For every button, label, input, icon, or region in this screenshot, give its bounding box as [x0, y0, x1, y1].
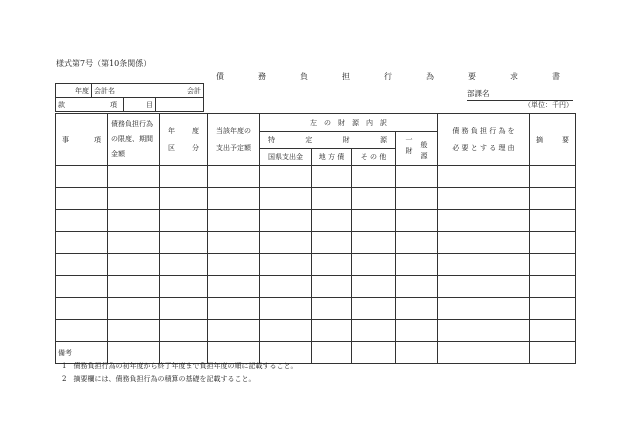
table-cell[interactable] [260, 298, 312, 320]
account-name-label: 会計名 [94, 86, 115, 95]
table-cell[interactable] [352, 298, 396, 320]
remarks-header: 摘 要 [530, 114, 576, 166]
specific-funds-header: 特 定 財 源 [260, 132, 396, 149]
other-funds-header: そ の 他 [352, 149, 396, 166]
table-cell[interactable] [396, 298, 438, 320]
table-cell[interactable] [396, 320, 438, 342]
table-cell[interactable] [530, 166, 576, 188]
general-funds-header: 一 財 般 源 [396, 132, 438, 166]
table-cell[interactable] [352, 188, 396, 210]
notes-heading: 備考 [58, 349, 72, 357]
table-cell[interactable] [160, 210, 208, 232]
table-cell[interactable] [312, 188, 352, 210]
table-cell[interactable] [56, 298, 108, 320]
table-cell[interactable] [260, 232, 312, 254]
table-cell[interactable] [108, 276, 160, 298]
table-cell[interactable] [208, 298, 260, 320]
table-cell[interactable] [108, 232, 160, 254]
table-cell[interactable] [108, 320, 160, 342]
table-cell[interactable] [56, 320, 108, 342]
table-cell[interactable] [352, 320, 396, 342]
table-cell[interactable] [438, 276, 530, 298]
table-cell[interactable] [438, 210, 530, 232]
year-label: 年度 [75, 86, 89, 95]
table-cell[interactable] [312, 232, 352, 254]
table-cell[interactable] [208, 232, 260, 254]
table-cell[interactable] [312, 166, 352, 188]
table-row [56, 254, 576, 276]
moku-value-cell[interactable] [156, 98, 204, 112]
note-item-1: 1 債務負担行為の初年度から終了年度まで負担年度の順に記載すること。 [62, 362, 298, 370]
moku-label: 目 [146, 100, 153, 109]
table-cell[interactable] [396, 232, 438, 254]
current-year-header: 当該年度の 支出予定額 [208, 114, 260, 166]
table-cell[interactable] [108, 254, 160, 276]
table-cell[interactable] [208, 210, 260, 232]
limit-header: 債務負担行為 の限度、期間 金額 [108, 114, 160, 166]
department-label: 部課名 [467, 89, 490, 98]
table-cell[interactable] [208, 320, 260, 342]
account-header-table [55, 83, 204, 112]
table-cell[interactable] [260, 320, 312, 342]
fund-breakdown-header: 左 の 財 源 内 訳 [260, 114, 438, 132]
kan-kou-cell[interactable] [56, 98, 124, 112]
table-cell[interactable] [260, 166, 312, 188]
table-cell[interactable] [530, 298, 576, 320]
table-row [56, 232, 576, 254]
table-cell[interactable] [530, 232, 576, 254]
reason-header: 債 務 負 担 行 為 を 必 要 と す る 理 由 [438, 114, 530, 166]
table-cell[interactable] [312, 298, 352, 320]
table-cell[interactable] [208, 188, 260, 210]
request-table [55, 113, 576, 364]
table-cell[interactable] [438, 166, 530, 188]
table-cell[interactable] [160, 298, 208, 320]
form-number: 様式第7号（第10条関係） [56, 59, 152, 68]
table-cell[interactable] [312, 210, 352, 232]
table-cell[interactable] [352, 254, 396, 276]
kou-label: 項 [110, 100, 117, 109]
table-cell[interactable] [352, 210, 396, 232]
table-cell[interactable] [396, 210, 438, 232]
table-cell[interactable] [208, 166, 260, 188]
local-bond-header: 地 方 債 [312, 149, 352, 166]
table-cell[interactable] [108, 166, 160, 188]
table-cell[interactable] [260, 276, 312, 298]
table-cell[interactable] [396, 254, 438, 276]
table-cell[interactable] [56, 188, 108, 210]
table-cell[interactable] [160, 232, 208, 254]
unit-label: （単位：千円） [524, 101, 573, 109]
table-cell[interactable] [530, 188, 576, 210]
kan-label: 款 [58, 100, 65, 109]
table-cell[interactable] [108, 298, 160, 320]
table-cell[interactable] [208, 254, 260, 276]
table-cell[interactable] [160, 276, 208, 298]
national-grant-header: 国県支出金 [260, 149, 312, 166]
table-cell[interactable] [56, 254, 108, 276]
table-cell[interactable] [108, 188, 160, 210]
table-cell[interactable] [438, 320, 530, 342]
document-title: 債 務 負 担 行 為 要 求 書 [216, 72, 573, 81]
table-cell[interactable] [108, 210, 160, 232]
year-cell[interactable] [56, 84, 92, 98]
project-header: 事 項 [56, 114, 108, 166]
table-cell[interactable] [438, 254, 530, 276]
table-row [56, 276, 576, 298]
table-cell[interactable] [56, 276, 108, 298]
kou-value-cell[interactable] [124, 98, 156, 112]
account-label: 会計 [187, 86, 202, 95]
table-cell[interactable] [530, 276, 576, 298]
table-cell[interactable] [530, 320, 576, 342]
table-cell[interactable] [352, 276, 396, 298]
table-cell[interactable] [312, 320, 352, 342]
table-cell[interactable] [530, 210, 576, 232]
table-cell[interactable] [438, 232, 530, 254]
note-item-2: 2 摘要欄には、債務負担行為の積算の基礎を記載すること。 [62, 375, 256, 383]
table-cell[interactable] [160, 320, 208, 342]
table-cell[interactable] [352, 232, 396, 254]
table-cell[interactable] [56, 166, 108, 188]
table-cell[interactable] [438, 188, 530, 210]
table-row [56, 166, 576, 188]
table-cell[interactable] [260, 254, 312, 276]
table-cell[interactable] [260, 210, 312, 232]
table-cell[interactable] [160, 254, 208, 276]
table-row [56, 320, 576, 342]
table-cell[interactable] [352, 166, 396, 188]
year-division-header: 年 度 区 分 [160, 114, 208, 166]
table-row [56, 210, 576, 232]
table-row [56, 188, 576, 210]
table-cell[interactable] [260, 188, 312, 210]
table-cell[interactable] [160, 188, 208, 210]
table-cell[interactable] [396, 166, 438, 188]
table-cell[interactable] [160, 166, 208, 188]
table-cell[interactable] [396, 188, 438, 210]
notes-section [58, 347, 578, 386]
table-cell[interactable] [396, 276, 438, 298]
table-row [56, 298, 576, 320]
table-cell[interactable] [56, 210, 108, 232]
account-name-cell[interactable] [92, 84, 204, 98]
table-cell[interactable] [530, 254, 576, 276]
table-cell[interactable] [312, 276, 352, 298]
table-cell[interactable] [208, 276, 260, 298]
table-cell[interactable] [438, 298, 530, 320]
table-cell[interactable] [56, 232, 108, 254]
table-cell[interactable] [312, 254, 352, 276]
